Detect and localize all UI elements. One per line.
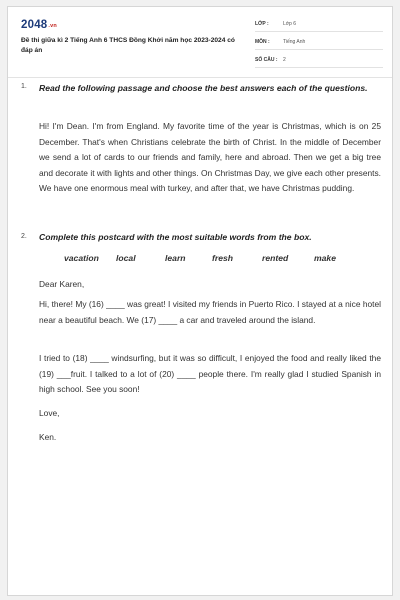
document-title: Đề thi giữa kì 2 Tiếng Anh 6 THCS Đồng Khởi năm học 2023-2024 có đáp án bbox=[21, 37, 235, 54]
question-1-number: 1. bbox=[21, 83, 27, 90]
meta-subject-value: Tiếng Anh bbox=[283, 39, 306, 45]
postcard-signature: Ken. bbox=[39, 432, 57, 442]
meta-class-value: Lớp 6 bbox=[283, 21, 297, 27]
question-1-passage: Hi! I'm Dean. I'm from England. My favorite time of the year is Christmas, which is on 25 December. That's when Christians celebrate the birth of Christ. In the middle of December we send a lot of cards to our friends and family, here and abroad. Then we get a big tree and decorate it with lights and other things. On Christmas Day, we give each other presents. We have one enormous meal with turkey, and after that, we have Christmas pudding. bbox=[39, 121, 381, 193]
question-2-number: 2. bbox=[21, 233, 27, 240]
word-box-item: vacation bbox=[64, 253, 99, 263]
header-divider bbox=[8, 77, 392, 78]
meta-class bbox=[255, 19, 383, 32]
site-logo[interactable] bbox=[21, 19, 57, 31]
meta-subject bbox=[255, 37, 383, 50]
postcard-greeting: Dear Karen, bbox=[39, 279, 85, 289]
document-page bbox=[7, 6, 393, 596]
question-2-title: Complete this postcard with the most suitable words from the box. bbox=[39, 232, 312, 242]
logo-suffix: .vn bbox=[48, 23, 57, 29]
word-box-item: make bbox=[314, 253, 336, 263]
question-1-title: Read the following passage and choose the best answers each of the questions. bbox=[39, 83, 368, 93]
meta-count-label: SỐ CÂU : bbox=[255, 57, 278, 63]
word-box bbox=[8, 253, 392, 267]
word-box-item: local bbox=[116, 253, 136, 263]
meta-subject-label: MÔN : bbox=[255, 39, 270, 45]
word-box-item: learn bbox=[165, 253, 186, 263]
word-box-item: fresh bbox=[212, 253, 234, 263]
meta-question-count bbox=[255, 55, 383, 68]
postcard-paragraph-2: I tried to (18) ____ windsurfing, but it was so difficult, I enjoyed the food and really liked the (19) ___fruit. I talked to a lot of (20) ____ people there. I'm really glad I studied Spanish in high school. See you soon! bbox=[39, 353, 381, 394]
word-box-item: rented bbox=[262, 253, 289, 263]
postcard-paragraph-1: Hi, there! My (16) ____ was great! I visited my friends in Puerto Rico. I stayed at a nice hotel near a beautiful beach. We (17) ____ a car and traveled around the island. bbox=[39, 299, 381, 325]
document-header bbox=[8, 7, 392, 83]
logo-text: 2048 bbox=[21, 19, 48, 31]
meta-class-label: LỚP : bbox=[255, 21, 269, 27]
postcard-closing: Love, bbox=[39, 408, 60, 418]
meta-count-value: 2 bbox=[283, 57, 286, 63]
